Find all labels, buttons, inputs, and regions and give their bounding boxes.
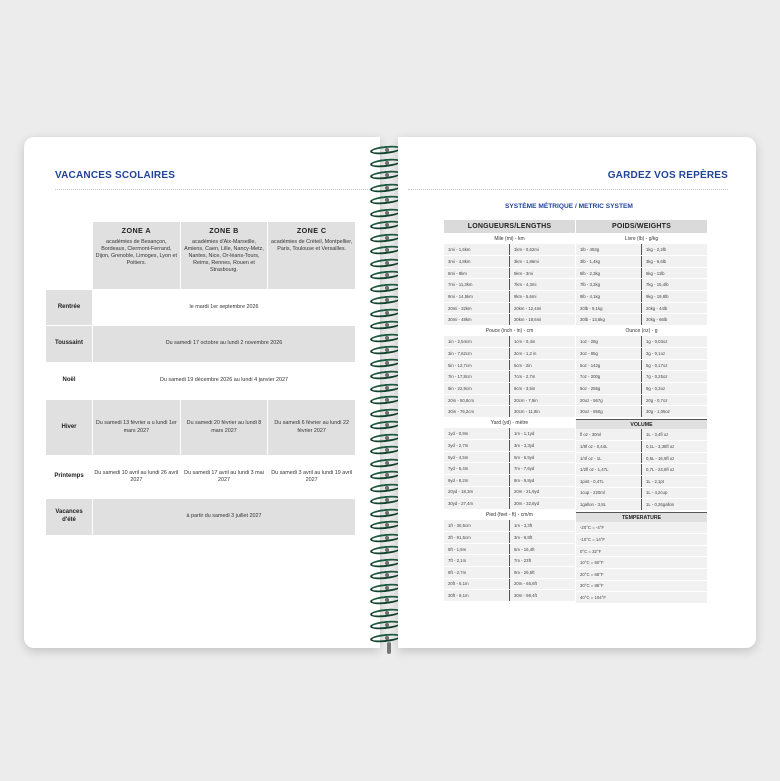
conversion-cell: 5km - 3mi [510, 267, 576, 279]
conversion-row [444, 336, 575, 348]
holiday-row-ete [46, 499, 355, 535]
conversion-cell: 1cm - 0,4in [510, 336, 576, 348]
conversion-cell: 30kg - 66lb [642, 314, 708, 326]
title-divider [55, 189, 372, 190]
holiday-label: Printemps [46, 456, 92, 498]
conversion-cell: 1pint - 0,47L [576, 476, 642, 488]
holiday-label: Noël [46, 363, 92, 399]
conversion-cell: 9m - 9,8yd [510, 475, 576, 487]
temperature-table [576, 522, 707, 604]
conversion-cell: 0,5L - 16,9fl oz [642, 452, 708, 464]
conversion-row [444, 543, 575, 555]
conversion-cell: 1m - 3,3ft [510, 520, 576, 532]
holiday-dates: le mardi 1er septembre 2026 [93, 290, 355, 325]
conversion-cell: 20in - 50,8cm [444, 394, 510, 406]
conversion-cell: 30ft - 9,1m [444, 590, 510, 602]
conversion-cell: 1yd - 0,9m [444, 428, 510, 440]
right-page [398, 137, 756, 648]
conversion-row [444, 348, 575, 360]
conversion-cell: 1ft - 30,5cm [444, 520, 510, 532]
conversion-cell: 1/2fl oz - 1,47L [576, 464, 642, 476]
conversion-row [576, 314, 707, 326]
conversion-cell: 5m - 5,5yd [510, 451, 576, 463]
conversion-cell: 5cm - 2in [510, 359, 576, 371]
conversion-row [444, 314, 575, 326]
conversion-cell: 20lb - 9,1kg [576, 302, 642, 314]
conversion-cell: 3m - 9,8ft [510, 532, 576, 544]
conversion-row [576, 302, 707, 314]
conversion-cell: 9kg - 19,8lb [642, 291, 708, 303]
conversion-cell: 3in - 7,62cm [444, 348, 510, 360]
conversion-cell: 30mi - 48km [444, 314, 510, 326]
conversion-row [444, 451, 575, 463]
holiday-dates-zone-a: Du samedi 13 février a u lundi 1er mars 2027 [93, 400, 180, 455]
conversion-row [444, 383, 575, 395]
conversion-cell: 3kg - 6,6lb [642, 256, 708, 268]
unit-subheader: Yard (yd) - mètre [490, 419, 529, 426]
conversion-cell: -20°C = -4°F [576, 522, 707, 534]
conversion-row [444, 302, 575, 314]
conversion-cell: 3km - 1,86mi [510, 256, 576, 268]
conversion-row [576, 452, 707, 464]
conversion-cell: 20m - 21,9yd [510, 486, 576, 498]
conversion-row [444, 555, 575, 567]
lengths-column [444, 220, 575, 602]
conversion-cell: 20kg - 44lb [642, 302, 708, 314]
holiday-row-toussaint [46, 326, 355, 362]
holiday-label: Hiver [46, 400, 92, 455]
conversion-cell: 1/4f oz - 1L [576, 452, 642, 464]
holiday-dates-zone-a: Du samedi 10 avril au lundi 26 avril 2027 [93, 456, 180, 498]
conversion-row [444, 520, 575, 532]
conversion-row [576, 580, 707, 592]
conversion-cell: 9yd - 8,2m [444, 475, 510, 487]
conversion-cell: 3m - 3,3yd [510, 440, 576, 452]
zone-name: ZONE B [209, 226, 239, 235]
conversion-row [444, 267, 575, 279]
conversion-cell: 1lb - 453g [576, 244, 642, 256]
unit-subheader: Ounce (oz) - g [625, 327, 658, 334]
conversion-cell: 5yd - 4,5m [444, 451, 510, 463]
conversion-cell: 3lb - 1,4kg [576, 256, 642, 268]
conversion-cell: 7yd - 6,4m [444, 463, 510, 475]
holiday-dates: Du samedi 17 octobre au lundi 2 novembre 2026 [93, 326, 355, 362]
conversion-row [576, 336, 707, 348]
conversion-row [444, 359, 575, 371]
conversion-table [444, 520, 575, 602]
conversion-cell: 7in - 17,8cm [444, 371, 510, 383]
holiday-row-rentree [46, 290, 355, 325]
conversion-cell: 20°C = 68°F [576, 569, 707, 581]
conversion-row [576, 557, 707, 569]
holiday-dates: Du samedi 19 décembre 2026 au lundi 4 janvier 2027 [93, 363, 355, 399]
conversion-table [444, 244, 575, 326]
conversion-cell: 1cup - 220ml [576, 487, 642, 499]
conversion-row [576, 499, 707, 511]
conversion-cell: 1/8f oz - 0,44L [576, 441, 642, 453]
conversion-cell: 9g - 0,3oz [642, 383, 708, 395]
holiday-label: Rentrée [46, 290, 92, 325]
zone-b-header [181, 222, 268, 289]
conversion-row [576, 406, 707, 418]
conversion-cell: 1mi - 1,6km [444, 244, 510, 256]
conversion-row [576, 244, 707, 256]
conversion-cell: 30m - 98,4ft [510, 590, 576, 602]
conversion-cell: 7mi - 11,3km [444, 279, 510, 291]
unit-subheader: Pouce (inch - in) - cm [485, 327, 534, 334]
conversion-cell: 9in - 22,9cm [444, 383, 510, 395]
conversion-cell: 1L - 2,1pt [642, 476, 708, 488]
conversion-cell: 20yd - 18,3m [444, 486, 510, 498]
conversion-cell: 20mi - 32km [444, 302, 510, 314]
school-holidays-table [45, 221, 356, 536]
conversion-row [576, 371, 707, 383]
conversion-cell: 3g - 0,1oz [642, 348, 708, 360]
conversion-cell: 30in - 76,2cm [444, 406, 510, 418]
holiday-dates-zone-b: Du samedi 20 février au lundi 8 mars 2027 [181, 400, 268, 455]
conversion-row [444, 463, 575, 475]
zone-a-header [93, 222, 180, 289]
conversion-cell: 30g - 1,05oz [642, 406, 708, 418]
conversion-cell: 20cm - 7,9in [510, 394, 576, 406]
conversion-cell: 20km - 12,4mi [510, 302, 576, 314]
conversion-cell: 1oz - 28g [576, 336, 642, 348]
conversion-cell: 1km - 0,62mi [510, 244, 576, 256]
conversion-cell: 40°C = 104°F [576, 592, 707, 604]
conversion-cell: 1in - 2,54cm [444, 336, 510, 348]
conversion-cell: 5oz - 142g [576, 359, 642, 371]
holiday-row-noel [46, 363, 355, 399]
conversion-row [576, 256, 707, 268]
lengths-header: LONGUEURS/LENGTHS [444, 220, 575, 233]
conversion-table [444, 336, 575, 418]
zone-cities: académies d'Aix-Marseille, Amiens, Caen, Lille, Nancy-Metz, Nantes, Nice, Or-léans-Tours, Reims, Rennes, Rouen et Strasbourg. [184, 238, 264, 273]
conversion-row [576, 267, 707, 279]
conversion-cell: 1L - 0,26gallon [642, 499, 708, 511]
holiday-label: Toussaint [46, 326, 92, 362]
conversion-cell: 20ft - 6,1m [444, 578, 510, 590]
conversion-cell: 5ft - 1,5m [444, 543, 510, 555]
conversion-row [444, 532, 575, 544]
conversion-cell: 10°C = 50°F [576, 557, 707, 569]
conversion-row [576, 592, 707, 604]
zone-cities: académies de Créteil, Montpellier, Paris, Toulouse et Versailles. [271, 238, 353, 252]
conversion-row [576, 359, 707, 371]
conversion-row [576, 291, 707, 303]
conversion-row [444, 440, 575, 452]
conversion-cell: 30yd - 27,4m [444, 498, 510, 510]
holiday-dates-zone-c: Du samedi 3 avril au lundi 19 avril 2027 [268, 456, 355, 498]
conversion-cell: 9oz - 255g [576, 383, 642, 395]
conversion-row [576, 534, 707, 546]
zones-header-row [46, 222, 355, 289]
conversion-table [576, 244, 707, 326]
temperature-header: TEMPERATURE [576, 512, 707, 522]
conversion-cell: 5lb - 2,3kg [576, 267, 642, 279]
unit-subheader: Pied (feet - ft) - cm/m [486, 511, 533, 518]
holiday-dates-zone-c: Du samedi 6 février au lundi 22 février 2027 [268, 400, 355, 455]
conversion-cell: 0°C = 32°F [576, 545, 707, 557]
conversion-row [576, 522, 707, 534]
conversion-cell: 1gallon - 3,8L [576, 499, 642, 511]
conversion-cell: 20g - 0,7oz [642, 394, 708, 406]
metric-system-title: SYSTÈME MÉTRIQUE / METRIC SYSTEM [505, 203, 633, 210]
conversion-row [444, 256, 575, 268]
conversion-row [444, 428, 575, 440]
zone-name: ZONE C [296, 226, 327, 235]
conversion-cell: 1m - 1,1yd [510, 428, 576, 440]
conversion-cell: 30oz - 850g [576, 406, 642, 418]
conversion-row [444, 578, 575, 590]
zone-name: ZONE A [121, 226, 151, 235]
holiday-dates-zone-b: Du samedi 17 avril au lundi 3 mai 2027 [181, 456, 268, 498]
conversion-cell: 1g - 0,03oz [642, 336, 708, 348]
conversion-cell: 7g - 0,25oz [642, 371, 708, 383]
conversion-table [576, 336, 707, 418]
conversion-cell: 3ft - 91,5cm [444, 532, 510, 544]
conversion-cell: 1L - 3,4fl oz [642, 429, 708, 441]
table-corner [46, 222, 92, 289]
holiday-row-hiver [46, 400, 355, 455]
conversion-cell: 5kg - 11lb [642, 267, 708, 279]
conversion-row [576, 464, 707, 476]
conversion-cell: 30km - 18,6mi [510, 314, 576, 326]
conversion-row [444, 244, 575, 256]
volume-table [576, 429, 707, 511]
conversion-cell: 3oz - 85g [576, 348, 642, 360]
conversion-cell: 9mi - 14,5km [444, 291, 510, 303]
conversion-cell: 7km - 4,3mi [510, 279, 576, 291]
title-divider [408, 189, 728, 190]
conversion-row [576, 429, 707, 441]
conversion-cell: 5mi - 8km [444, 267, 510, 279]
conversion-row [444, 498, 575, 510]
zone-cities: académies de Besançon, Bordeaux, Clermont-Ferrand, Dijon, Grenoble, Limoges, Lyon et Poitiers. [95, 238, 177, 266]
conversion-row [444, 371, 575, 383]
conversion-row [444, 291, 575, 303]
unit-subheader: Mile (mi) - km [494, 236, 525, 242]
conversion-cell: 5m - 16,4ft [510, 543, 576, 555]
conversion-cell: 5in - 12,7cm [444, 359, 510, 371]
weights-header: POIDS/WEIGHTS [576, 220, 707, 233]
conversion-cell: 7m - 7,6yd [510, 463, 576, 475]
conversion-row [444, 567, 575, 579]
holiday-row-printemps [46, 456, 355, 498]
conversion-cell: 30°C = 86°F [576, 580, 707, 592]
holiday-label: Vacances d'été [46, 499, 92, 535]
left-page [24, 137, 380, 648]
conversion-cell: 30cm - 11,8in [510, 406, 576, 418]
conversion-cell: 7ft - 2,1m [444, 555, 510, 567]
conversion-row [576, 569, 707, 581]
conversion-cell: 5g - 0,17oz [642, 359, 708, 371]
conversion-row [576, 476, 707, 488]
conversion-cell: 9cm - 3,5in [510, 383, 576, 395]
holiday-dates: à partir du samedi 3 juillet 2027 [93, 499, 355, 535]
conversion-cell: 20oz - 567g [576, 394, 642, 406]
conversion-row [444, 394, 575, 406]
conversion-cell: 3yd - 2,7m [444, 440, 510, 452]
conversion-row [576, 441, 707, 453]
page-title: VACANCES SCOLAIRES [55, 170, 176, 181]
conversion-cell: 0,7L - 23,6fl oz [642, 464, 708, 476]
conversion-row [444, 486, 575, 498]
weights-column [576, 220, 707, 604]
unit-subheader: Livre (lb) - g/kg [624, 236, 659, 242]
conversion-cell: 7m - 23ft [510, 555, 576, 567]
conversion-cell: 7kg - 15,4lb [642, 279, 708, 291]
conversion-cell: 9lb - 4,1kg [576, 291, 642, 303]
conversion-cell: 3mi - 4,8km [444, 256, 510, 268]
conversion-row [576, 279, 707, 291]
zone-c-header [268, 222, 355, 289]
conversion-cell: 9ft - 2,7m [444, 567, 510, 579]
conversion-row [444, 279, 575, 291]
conversion-cell: 30lb - 13,6kg [576, 314, 642, 326]
conversion-cell: 7cm - 2,7in [510, 371, 576, 383]
conversion-row [576, 383, 707, 395]
page-title: GARDEZ VOS REPÈRES [607, 170, 728, 181]
conversion-row [576, 348, 707, 360]
conversion-cell: 9km - 5,6mi [510, 291, 576, 303]
conversion-row [576, 487, 707, 499]
conversion-cell: 20m - 65,6ft [510, 578, 576, 590]
conversion-cell: 9m - 29,5ft [510, 567, 576, 579]
conversion-cell: 1kg - 2,2lb [642, 244, 708, 256]
conversion-table [444, 428, 575, 510]
conversion-cell: 7oz - 200g [576, 371, 642, 383]
conversion-cell: -10°C = 14°F [576, 534, 707, 546]
conversion-cell: 7lb - 3,2kg [576, 279, 642, 291]
conversion-row [576, 394, 707, 406]
conversion-cell: 30m - 32,8yd [510, 498, 576, 510]
conversion-row [444, 475, 575, 487]
conversion-cell: 3cm - 1,2 in [510, 348, 576, 360]
conversion-cell: 1L - 4,2cup [642, 487, 708, 499]
spiral-end-pin [387, 642, 391, 654]
conversion-row [444, 406, 575, 418]
conversion-cell: fl oz - 30ml [576, 429, 642, 441]
conversion-row [444, 590, 575, 602]
conversion-cell: 0,1L - 3,38fl oz [642, 441, 708, 453]
conversion-row [576, 545, 707, 557]
volume-header: VOLUME [576, 419, 707, 429]
